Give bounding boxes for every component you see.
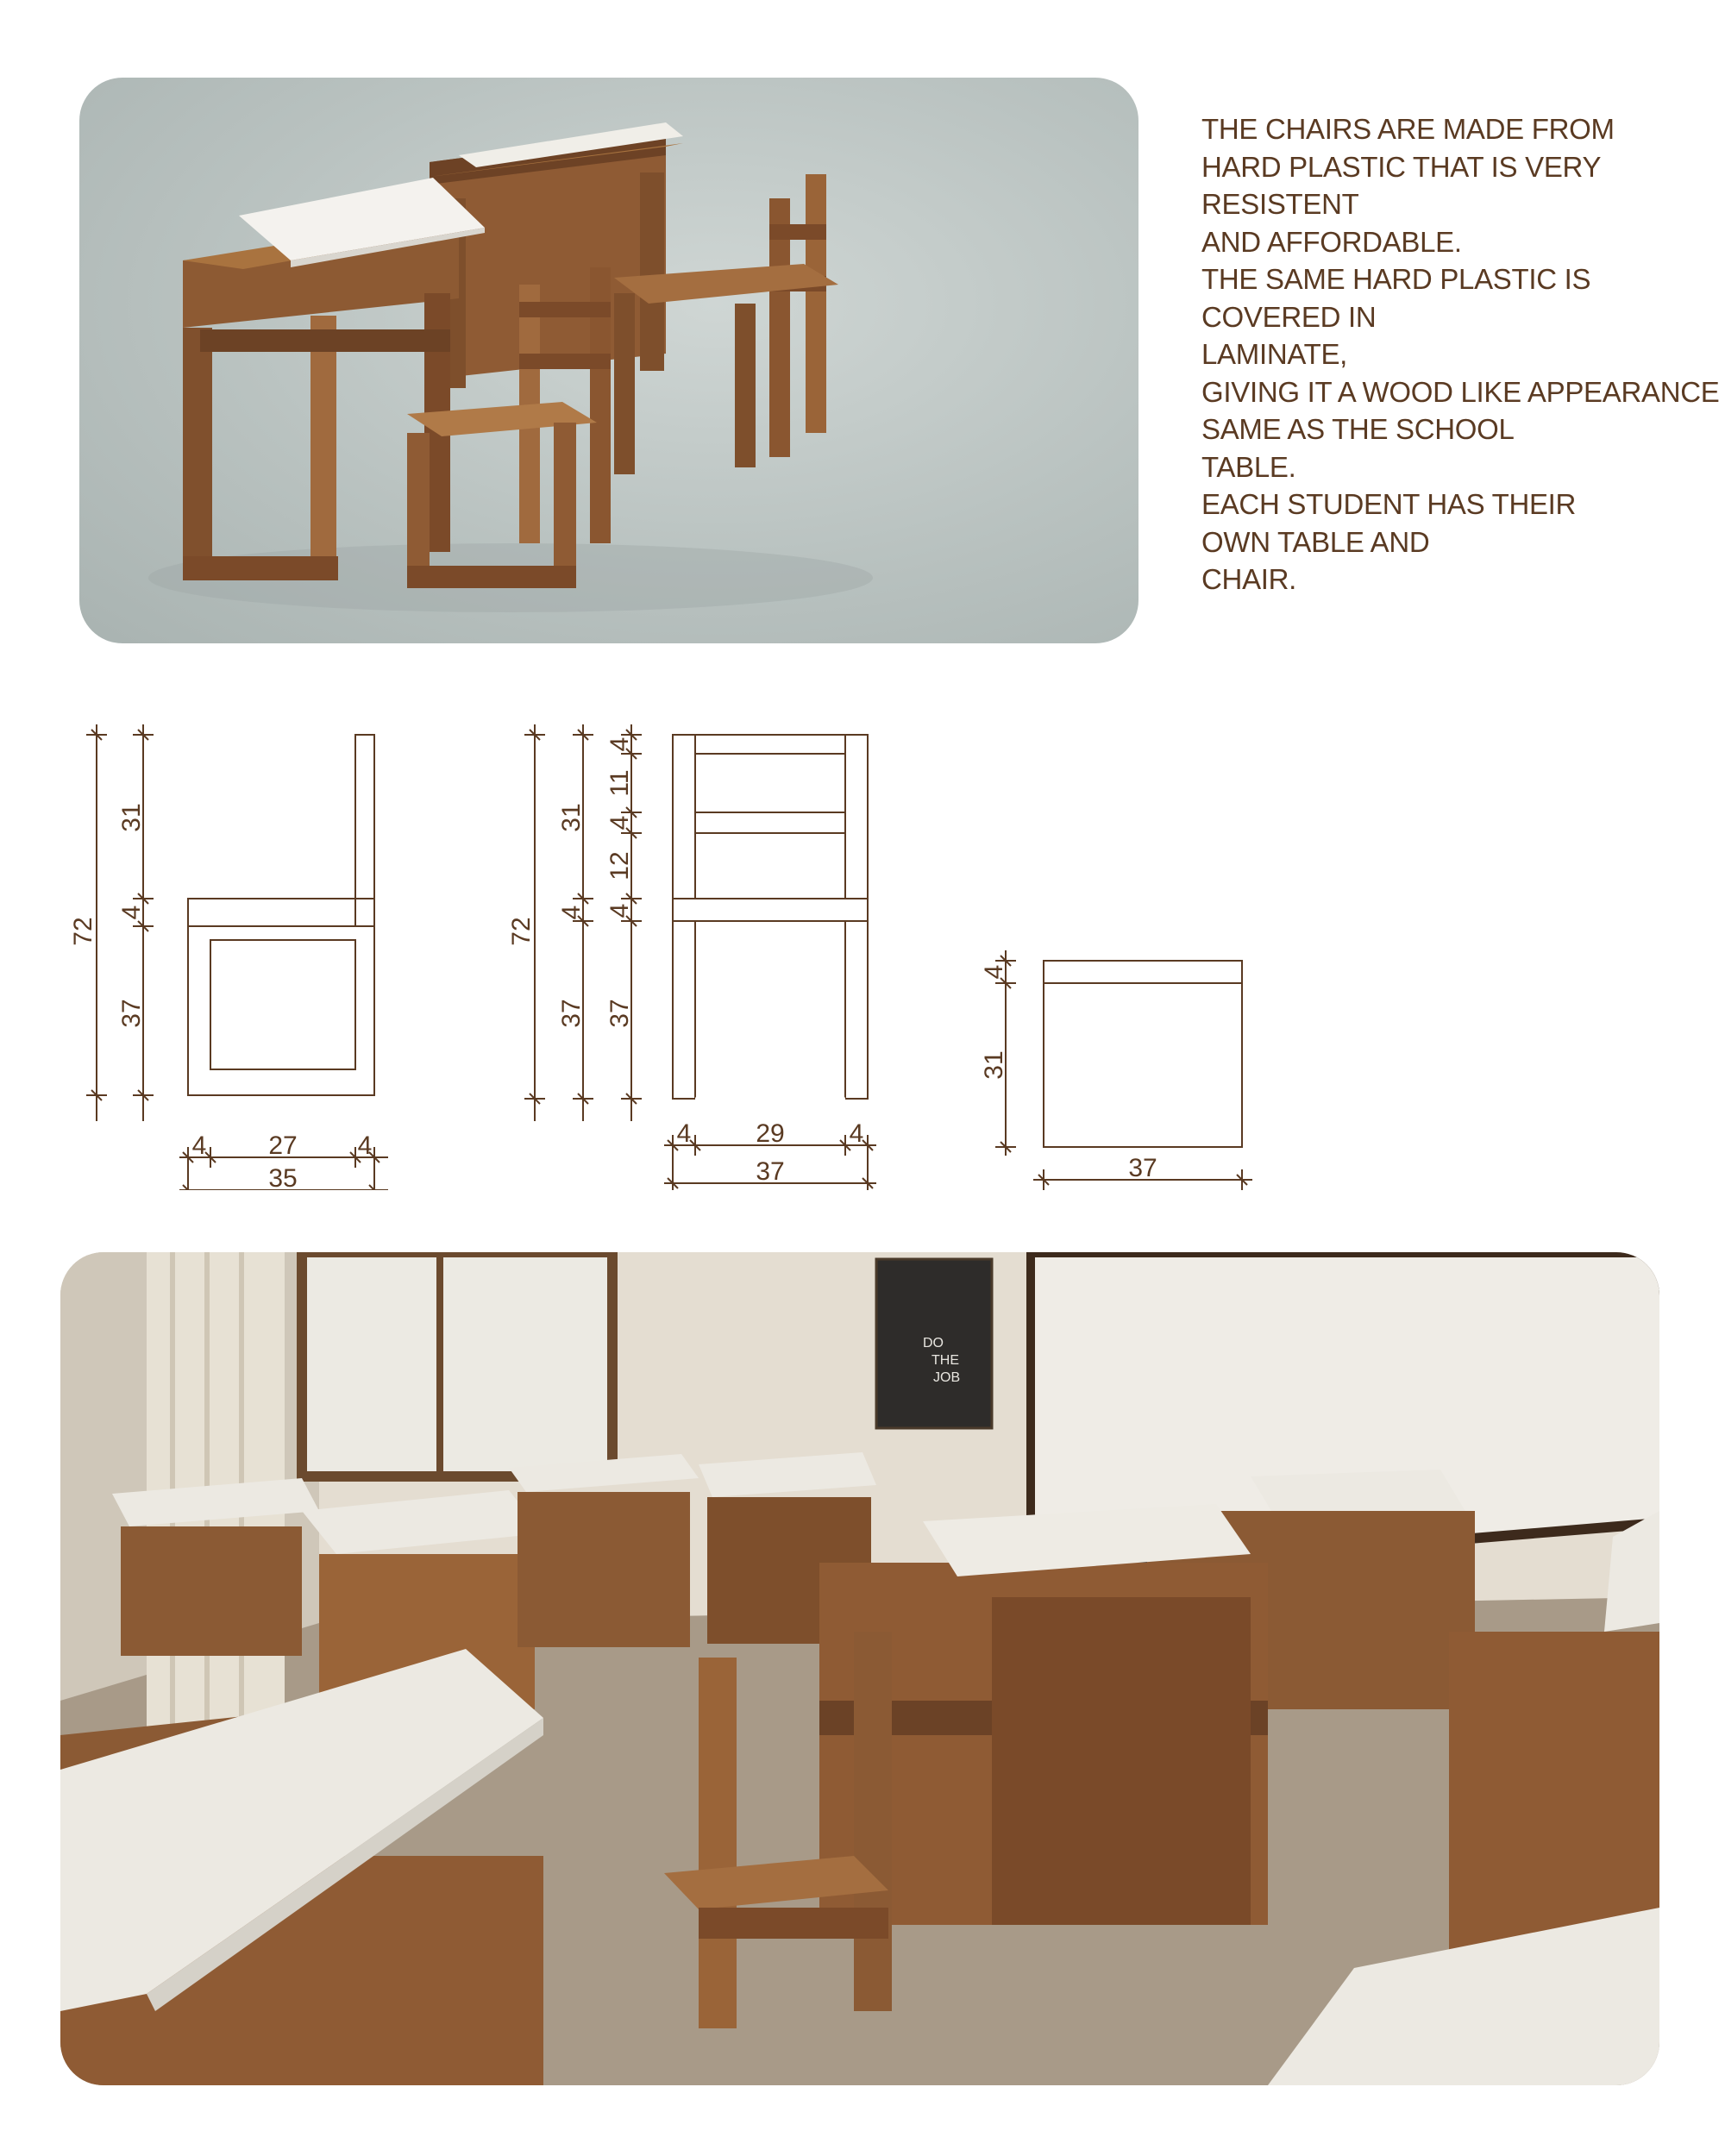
dim-label: 37 <box>117 999 146 1028</box>
dim-label: 37 <box>557 999 586 1028</box>
dim-label: 72 <box>507 917 536 946</box>
back-desk <box>430 122 683 388</box>
dim-label: 4 <box>117 905 146 920</box>
chair-side-view <box>86 724 388 1190</box>
dim-label: 12 <box>605 851 634 881</box>
render-classroom <box>60 1252 1659 2085</box>
description-line: TABLE. <box>1201 450 1296 483</box>
dim-label: 31 <box>117 803 146 832</box>
dim-label: 4 <box>605 815 634 830</box>
window <box>302 1252 612 1476</box>
blackboard-text: DO <box>923 1336 944 1351</box>
description-line: HARD PLASTIC THAT IS VERY <box>1201 150 1602 183</box>
dim-label: 4 <box>191 1131 207 1160</box>
description-line: GIVING IT A WOOD LIKE APPEARANCE <box>1201 375 1720 408</box>
technical-drawings <box>0 707 1725 1190</box>
dim-label: 35 <box>268 1164 298 1190</box>
dim-label: 37 <box>1128 1154 1157 1182</box>
description-line: COVERED IN <box>1201 300 1377 333</box>
dim-label: 72 <box>69 917 97 946</box>
chair-front-view <box>524 724 876 1190</box>
dim-label: 29 <box>756 1119 785 1148</box>
blackboard-text: JOB <box>933 1370 961 1385</box>
dim-label: 4 <box>605 903 634 918</box>
description-line: LAMINATE, <box>1201 338 1348 370</box>
description-line: EACH STUDENT HAS THEIR <box>1201 488 1577 520</box>
description-line: OWN TABLE AND <box>1201 525 1430 558</box>
description-line: SAME AS THE SCHOOL <box>1201 413 1515 445</box>
description-line: THE CHAIRS ARE MADE FROM <box>1201 113 1615 145</box>
dim-label: 11 <box>605 769 634 797</box>
dim-label: 31 <box>557 803 586 832</box>
dim-label: 4 <box>676 1119 692 1148</box>
render-desk-set <box>79 78 1138 643</box>
description-text <box>1201 110 1719 599</box>
dim-label: 37 <box>605 999 634 1028</box>
front-desk <box>183 178 485 580</box>
desk-set-illustration <box>79 78 1138 643</box>
description-line: AND AFFORDABLE. <box>1201 225 1462 258</box>
dim-label: 4 <box>357 1131 373 1160</box>
dim-label: 31 <box>980 1050 1008 1080</box>
description-line: RESISTENT <box>1201 188 1359 220</box>
dim-label: 37 <box>756 1157 785 1186</box>
seat-front-view <box>995 950 1252 1190</box>
dim-label: 4 <box>849 1119 864 1148</box>
dim-label: 4 <box>980 964 1008 980</box>
classroom-illustration <box>60 1252 1659 2085</box>
dim-label: 4 <box>605 736 634 752</box>
blackboard-text: THE <box>932 1353 959 1368</box>
description-line: CHAIR. <box>1201 563 1297 595</box>
dim-label: 4 <box>557 905 586 920</box>
description-line: THE SAME HARD PLASTIC IS <box>1201 263 1591 295</box>
blackboard <box>876 1259 992 1428</box>
dim-label: 27 <box>268 1131 298 1160</box>
